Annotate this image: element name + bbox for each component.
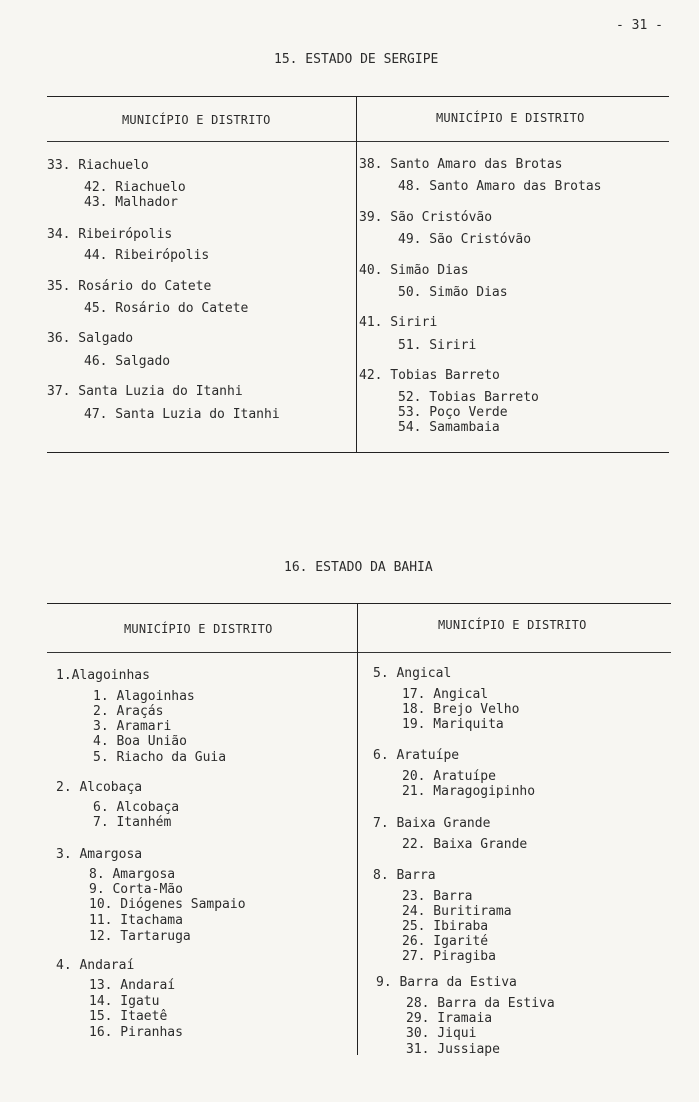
distrito-label: 53. Poço Verde [398, 405, 508, 420]
distrito-label: 2. Araçás [93, 704, 164, 719]
distrito-label: 22. Baixa Grande [402, 837, 528, 852]
column-divider [357, 603, 358, 1055]
municipio-label: 40. Simão Dias [359, 263, 469, 278]
municipio-label: 4. Andaraí [56, 958, 135, 973]
distrito-label: 51. Siriri [398, 338, 477, 353]
distrito-label: 10. Diógenes Sampaio [89, 897, 246, 912]
distrito-label: 25. Ibiraba [402, 919, 489, 934]
distrito-label: 20. Aratuípe [402, 769, 496, 784]
distrito-label: 49. São Cristóvão [398, 232, 532, 247]
distrito-label: 27. Piragiba [402, 949, 496, 964]
distrito-label: 11. Itachama [89, 913, 183, 928]
distrito-label: 9. Corta-Mão [89, 882, 183, 897]
distrito-label: 5. Riacho da Guia [93, 750, 227, 765]
distrito-label: 8. Amargosa [89, 867, 176, 882]
table-header-rule [47, 141, 669, 142]
column-header-right: MUNICÍPIO E DISTRITO [436, 111, 585, 125]
distrito-label: 3. Aramari [93, 719, 172, 734]
distrito-label: 48. Santo Amaro das Brotas [398, 179, 602, 194]
distrito-label: 4. Boa União [93, 734, 187, 749]
distrito-label: 17. Angical [402, 687, 489, 702]
distrito-label: 16. Piranhas [89, 1025, 183, 1040]
municipio-label: 5. Angical [373, 666, 452, 681]
distrito-label: 47. Santa Luzia do Itanhi [84, 407, 280, 422]
distrito-label: 42. Riachuelo [84, 180, 186, 195]
municipio-label: 3. Amargosa [56, 847, 143, 862]
distrito-label: 52. Tobias Barreto [398, 390, 539, 405]
municipio-label: 33. Riachuelo [47, 158, 149, 173]
distrito-label: 23. Barra [402, 889, 473, 904]
municipio-label: 42. Tobias Barreto [359, 368, 500, 383]
distrito-label: 44. Ribeirópolis [84, 248, 210, 263]
distrito-label: 26. Igarité [402, 934, 489, 949]
distrito-label: 1. Alagoinhas [93, 689, 195, 704]
column-divider [356, 96, 357, 452]
municipio-label: 1.Alagoinhas [56, 668, 150, 683]
table-bottom-rule [47, 452, 669, 453]
municipio-label: 2. Alcobaça [56, 780, 143, 795]
distrito-label: 43. Malhador [84, 195, 178, 210]
distrito-label: 15. Itaetê [89, 1009, 168, 1024]
page-number: - 31 - [616, 18, 663, 33]
distrito-label: 12. Tartaruga [89, 929, 191, 944]
municipio-label: 36. Salgado [47, 331, 134, 346]
municipio-label: 8. Barra [373, 868, 436, 883]
distrito-label: 18. Brejo Velho [402, 702, 520, 717]
section-title-sergipe: 15. ESTADO DE SERGIPE [274, 52, 439, 67]
section-title-bahia: 16. ESTADO DA BAHIA [284, 560, 433, 575]
distrito-label: 14. Igatu [89, 994, 160, 1009]
table-header-rule [47, 652, 671, 653]
municipio-label: 7. Baixa Grande [373, 816, 491, 831]
distrito-label: 24. Buritirama [402, 904, 512, 919]
distrito-label: 45. Rosário do Catete [84, 301, 249, 316]
distrito-label: 28. Barra da Estiva [406, 996, 555, 1011]
municipio-label: 38. Santo Amaro das Brotas [359, 157, 563, 172]
municipio-label: 41. Siriri [359, 315, 438, 330]
distrito-label: 31. Jussiape [406, 1042, 500, 1057]
municipio-label: 39. São Cristóvão [359, 210, 493, 225]
distrito-label: 21. Maragogipinho [402, 784, 536, 799]
distrito-label: 30. Jiqui [406, 1026, 477, 1041]
distrito-label: 7. Itanhém [93, 815, 172, 830]
distrito-label: 46. Salgado [84, 354, 171, 369]
distrito-label: 54. Samambaia [398, 420, 500, 435]
table-top-rule [47, 603, 671, 604]
municipio-label: 35. Rosário do Catete [47, 279, 212, 294]
distrito-label: 13. Andaraí [89, 978, 176, 993]
distrito-label: 29. Iramaia [406, 1011, 493, 1026]
distrito-label: 19. Mariquita [402, 717, 504, 732]
distrito-label: 6. Alcobaça [93, 800, 180, 815]
municipio-label: 34. Ribeirópolis [47, 227, 173, 242]
column-header-right: MUNICÍPIO E DISTRITO [438, 618, 587, 632]
table-top-rule [47, 96, 669, 97]
municipio-label: 9. Barra da Estiva [376, 975, 517, 990]
distrito-label: 50. Simão Dias [398, 285, 508, 300]
municipio-label: 37. Santa Luzia do Itanhi [47, 384, 243, 399]
column-header-left: MUNICÍPIO E DISTRITO [122, 113, 271, 127]
column-header-left: MUNICÍPIO E DISTRITO [124, 622, 273, 636]
municipio-label: 6. Aratuípe [373, 748, 460, 763]
